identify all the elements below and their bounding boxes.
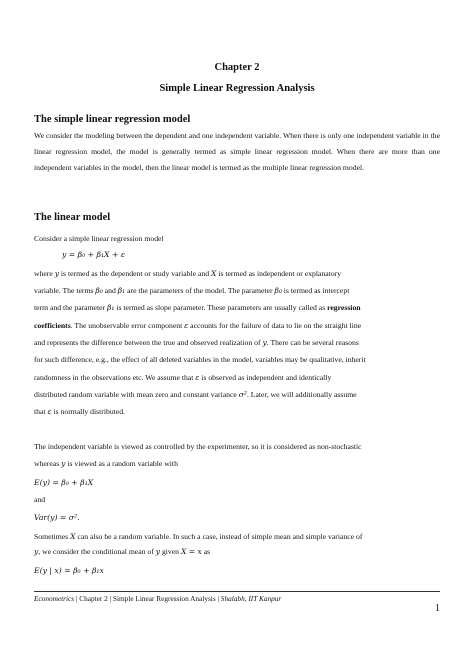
section-heading-linear-model: The linear model	[34, 212, 111, 223]
chapter-title: Simple Linear Regression Analysis	[159, 83, 315, 94]
text-line: The independent variable is viewed as controlled by the experimenter, so it is considered as non-stochastic	[34, 442, 362, 451]
footer-chapter: Chapter 2	[79, 594, 108, 603]
footer: Econometrics | Chapter 2 | Simple Linear Regression Analysis | Shalabh, IIT Kanpur	[34, 594, 282, 603]
text-line: randomness in the observations etc. We assume that ε is observed as independent and identically	[34, 373, 332, 382]
text-line: term and the parameter β₁ is termed as slope parameter. These parameters are usually called as regression	[34, 303, 361, 312]
paragraph-consider: Consider a simple linear regression model	[34, 234, 164, 243]
page-number: 1	[435, 603, 440, 614]
footer-author: Shalabh, IIT Kanpur	[220, 594, 282, 603]
text-line: variable. The terms β₀ and β₁ are the parameters of the model. The parameter β₀ is termed as intercept	[34, 286, 350, 295]
text-line: that ε is normally distributed.	[34, 407, 125, 416]
text-line: for such difference, e.g., the effect of all deleted variables in the model, variables may be qualitative, inherit	[34, 355, 366, 364]
text-line: where y is termed as the dependent or study variable and X is termed as independent or explanatory	[34, 269, 342, 278]
footer-topic: Simple Linear Regression Analysis	[112, 594, 216, 603]
paragraph-intro: We consider the modeling between the dependent and one independent variable. When there is only one independent variable in the linear regression model, the model is generally termed as simple linear regression model. When there are more than one independent variables in the model, then the linear model is termed as the multiple linear regression model.	[34, 131, 440, 172]
text-line: coefficients. The unobservable error component ε accounts for the failure of data to lie on the straight line	[34, 321, 362, 330]
chapter-label: Chapter 2	[214, 62, 260, 73]
text-line: and represents the difference between the true and observed realization of y. There can be several reasons	[34, 338, 359, 347]
footer-book: Econometrics	[34, 594, 75, 603]
text-line: whereas y is viewed as a random variable with	[34, 459, 178, 468]
equation-model: y = β₀ + β₁X + ε	[62, 250, 125, 259]
equation-conditional-mean: E(y | x) = β₀ + β₁x	[34, 566, 104, 575]
equation-expectation: E(y) = β₀ + β₁X	[34, 478, 94, 487]
text-and: and	[34, 495, 46, 504]
text-line: y, we consider the conditional mean of y given X = x as	[34, 547, 211, 556]
footer-rule	[34, 591, 440, 592]
equation-variance: Var(y) = σ².	[34, 513, 80, 522]
text-line: Sometimes X can also be a random variable. In such a case, instead of simple mean and simple variance of	[34, 532, 363, 541]
text-line: distributed random variable with mean zero and constant variance σ². Later, we will additionally assume	[34, 390, 357, 399]
section-heading-simple-model: The simple linear regression model	[34, 114, 191, 125]
